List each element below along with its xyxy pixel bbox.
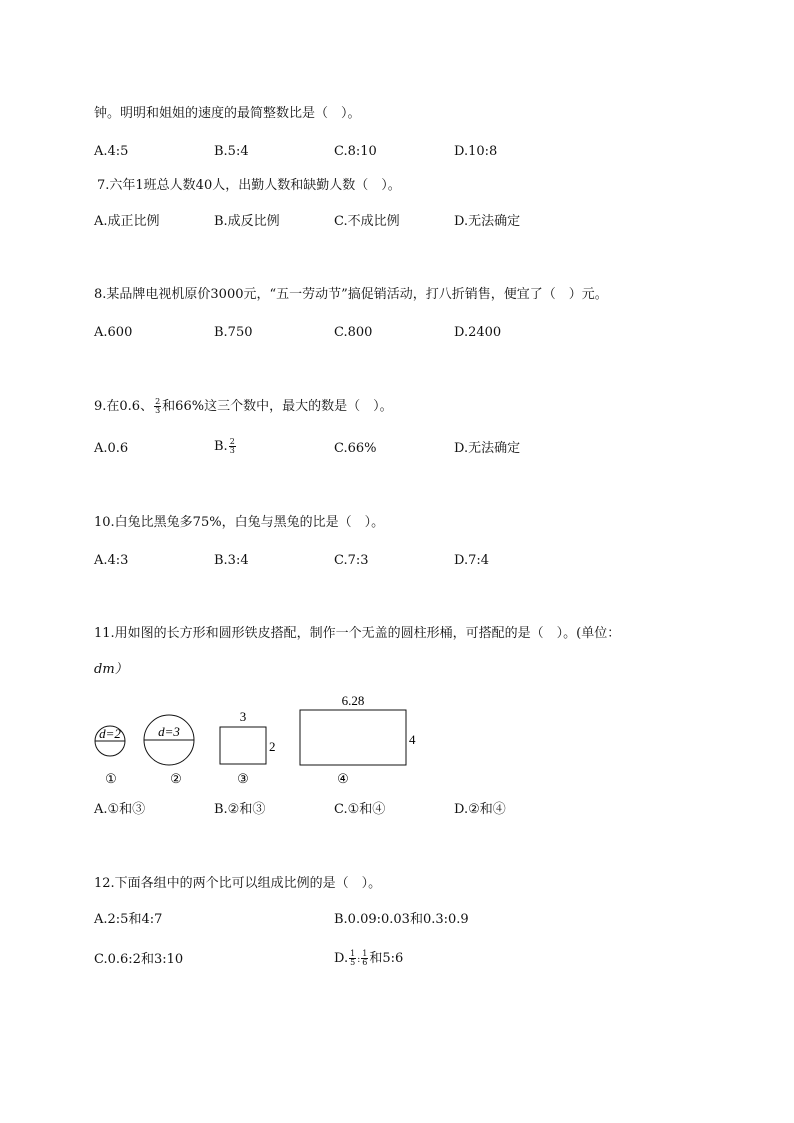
fraction-numerator: 2 xyxy=(155,397,161,406)
ratio-colon: : xyxy=(357,955,361,965)
q6-option-a[interactable]: A.4:5 xyxy=(94,144,129,159)
fraction-numerator: 2 xyxy=(229,437,235,446)
q9-option-b-prefix: B. xyxy=(214,439,228,454)
circle-1-label: d=2 xyxy=(99,726,121,741)
q9-option-b[interactable] xyxy=(214,438,237,455)
q7-option-d[interactable]: D.无法确定 xyxy=(454,214,521,229)
figure-marker-1: ① xyxy=(105,771,117,786)
fraction-denominator: 3 xyxy=(229,446,235,455)
q11-unit: dm） xyxy=(94,662,128,677)
q6-stem: 钟。明明和姐姐的速度的最简整数比是（ ）。 xyxy=(94,106,361,121)
fraction-numerator: 1 xyxy=(362,949,368,958)
q12-option-c[interactable]: C.0.6:2和3:10 xyxy=(94,952,184,967)
rectangle-3-top-label: 3 xyxy=(239,709,247,724)
rectangle-4 xyxy=(300,710,406,765)
q8-stem: 8.某品牌电视机原价3000元，“五一劳动节”搞促销活动，打八折销售，便宜了（ ）元。 xyxy=(94,287,608,302)
q12-option-d-suffix: 和5:6 xyxy=(369,951,404,966)
q11-option-a[interactable]: A.①和③ xyxy=(94,802,146,817)
q11-option-b[interactable]: B.②和③ xyxy=(214,802,266,817)
q12-option-d-fraction-2 xyxy=(361,950,368,967)
q6-option-c[interactable]: C.8:10 xyxy=(334,144,377,159)
fraction-denominator: 6 xyxy=(362,958,368,967)
fraction-denominator: 3 xyxy=(155,406,161,415)
q7-option-c[interactable]: C.不成比例 xyxy=(334,214,400,229)
circle-2-label: d=3 xyxy=(158,724,180,739)
q10-option-c[interactable]: C.7:3 xyxy=(334,553,369,568)
rectangle-4-top-label: 6.28 xyxy=(341,693,365,708)
q6-option-d[interactable]: D.10:8 xyxy=(454,144,498,159)
q9-option-c[interactable]: C.66% xyxy=(334,441,377,456)
q7-stem: 7.六年1班总人数40人，出勤人数和缺勤人数（ ）。 xyxy=(97,178,401,193)
q10-option-b[interactable]: B.3:4 xyxy=(214,553,249,568)
rectangle-4-side-label: 4 xyxy=(409,732,416,747)
q8-option-d[interactable]: D.2400 xyxy=(454,325,502,340)
q12-stem: 12.下面各组中的两个比可以组成比例的是（ ）。 xyxy=(94,876,382,891)
q10-option-d[interactable]: D.7:4 xyxy=(454,553,490,568)
q9-option-d[interactable]: D.无法确定 xyxy=(454,441,521,456)
q9-option-a[interactable]: A.0.6 xyxy=(94,441,129,456)
figure-marker-2: ② xyxy=(170,771,182,786)
q11-figure-svg xyxy=(88,690,428,790)
rectangle-3 xyxy=(220,727,266,764)
q12-option-d-fraction-1 xyxy=(349,950,356,967)
q10-stem: 10.白兔比黑兔多75%，白兔与黑兔的比是（ ）。 xyxy=(94,515,385,530)
q8-option-a[interactable]: A.600 xyxy=(94,325,133,340)
q10-option-a[interactable]: A.4:3 xyxy=(94,553,129,568)
q7-option-b[interactable]: B.成反比例 xyxy=(214,214,280,229)
q11-option-d[interactable]: D.②和④ xyxy=(454,802,506,817)
q9-stem-suffix: 和66%这三个数中，最大的数是（ ）。 xyxy=(162,399,393,414)
q11-stem: 11.用如图的长方形和圆形铁皮搭配，制作一个无盖的圆柱形桶，可搭配的是（ ）。(单位： xyxy=(94,626,621,641)
fraction-numerator: 1 xyxy=(350,949,356,958)
q9-option-b-fraction xyxy=(229,438,236,455)
q8-option-b[interactable]: B.750 xyxy=(214,325,253,340)
q12-option-a[interactable]: A.2:5和4:7 xyxy=(94,912,163,927)
figure-marker-4: ④ xyxy=(337,771,349,786)
rectangle-3-side-label: 2 xyxy=(269,739,276,754)
q12-option-d-prefix: D. xyxy=(334,951,349,966)
q8-option-c[interactable]: C.800 xyxy=(334,325,373,340)
fraction-denominator: 5 xyxy=(350,958,356,967)
q9-stem-prefix: 9.在0.6、 xyxy=(94,399,154,414)
figure-marker-3: ③ xyxy=(237,771,249,786)
q12-option-b[interactable]: B.0.09:0.03和0.3:0.9 xyxy=(334,912,469,927)
q11-option-c[interactable]: C.①和④ xyxy=(334,802,386,817)
q9-stem-fraction xyxy=(154,398,161,415)
q7-option-a[interactable]: A.成正比例 xyxy=(94,214,160,229)
q11-figure xyxy=(88,690,428,790)
q12-option-d[interactable] xyxy=(334,950,403,968)
q9-stem xyxy=(94,398,393,415)
q6-option-b[interactable]: B.5:4 xyxy=(214,144,249,159)
